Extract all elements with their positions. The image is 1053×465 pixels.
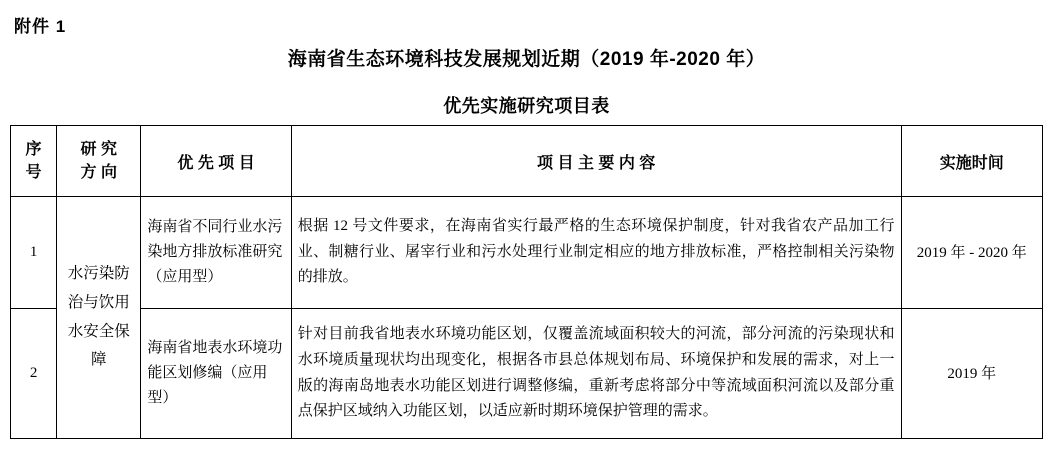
page-title: 海南省生态环境科技发展规划近期（2019 年-2020 年） xyxy=(287,49,766,70)
cell-project: 海南省地表水环境功能区划修编（应用型） xyxy=(141,309,291,439)
column-header-seq-line1: 序 xyxy=(25,140,42,158)
priority-projects-table-wrapper xyxy=(10,125,1043,439)
cell-time: 2019 年 xyxy=(901,309,1042,439)
table-body xyxy=(11,197,1043,439)
cell-direction: 水污染防治与饮用水安全保障 xyxy=(57,197,141,439)
column-header-time: 实施时间 xyxy=(901,126,1042,197)
attachment-label: 附件 1 xyxy=(14,17,67,36)
column-header-content: 项 目 主 要 内 容 xyxy=(291,126,901,197)
cell-content: 针对目前我省地表水环境功能区划，仅覆盖流域面积较大的河流，部分河流的污染现状和水环境质量现状均出现变化，根据各市县总体规划布局、环境保护和发展的需求，对上一版的海南岛地表水功能区划进行调整修编，重新考虑将部分中等流域面积河流以及部分重点保护区域纳入功能区划，以适应新时期环境保护管理的需求。 xyxy=(291,309,901,439)
column-header-direction xyxy=(57,126,141,197)
page-subtitle: 优先实施研究项目表 xyxy=(443,96,610,116)
column-header-seq xyxy=(11,126,57,197)
cell-content: 根据 12 号文件要求，在海南省实行最严格的生态环境保护制度，针对我省农产品加工行业、制糖行业、屠宰行业和污水处理行业制定相应的地方排放标准，严格控制相关污染物的排放。 xyxy=(291,197,901,309)
priority-projects-table xyxy=(10,125,1043,439)
cell-project: 海南省不同行业水污染地方排放标准研究（应用型） xyxy=(141,197,291,309)
cell-seq: 2 xyxy=(11,309,57,439)
column-header-direction-line2: 方 向 xyxy=(80,164,117,181)
column-header-direction-line1: 研 究 xyxy=(80,140,117,158)
column-header-seq-line2: 号 xyxy=(25,164,42,181)
cell-time: 2019 年 - 2020 年 xyxy=(901,197,1042,309)
cell-seq: 1 xyxy=(11,197,57,309)
table-row xyxy=(11,309,1043,439)
column-header-project: 优 先 项 目 xyxy=(141,126,291,197)
table-row xyxy=(11,197,1043,309)
table-header-row xyxy=(11,126,1043,197)
table-header xyxy=(11,126,1043,197)
